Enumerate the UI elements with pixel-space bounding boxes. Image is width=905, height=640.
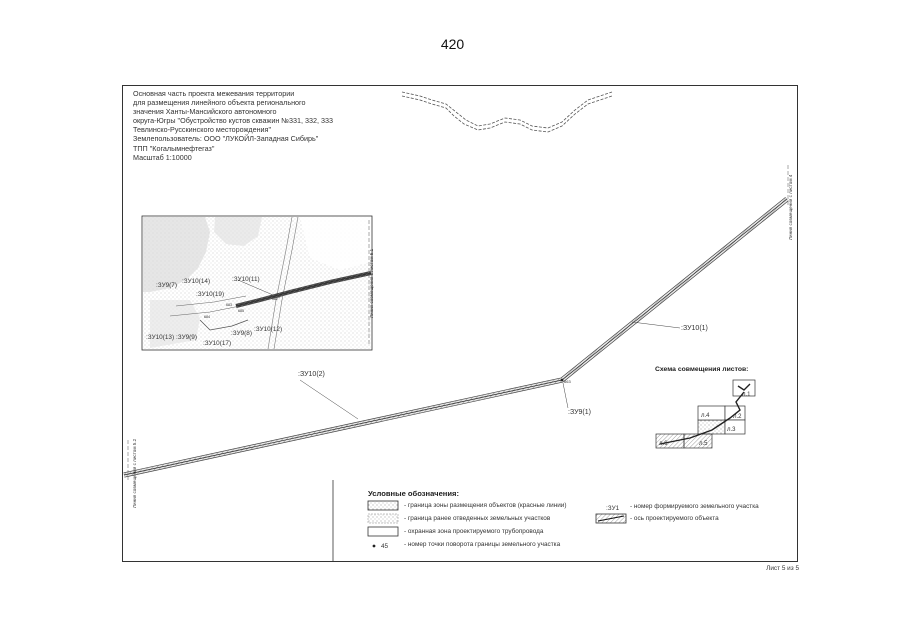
turn-point-label: 684 [204,315,210,319]
title-line: Тевлинско-Русскинского месторождения" [133,125,272,135]
sheet-boundary-inset: Линия совмещения с листом 5.1 [369,248,374,318]
river [402,92,612,132]
turn-point-label: 683 [226,303,232,307]
scheme-title: Схема совмещения листов: [655,366,749,373]
scheme-sheet-label: л.4 [701,413,710,419]
title-line: округа-Югры "Обустройство кустов скважин №331, 332, 333 [133,116,333,126]
turn-point-label: 685 [238,309,244,313]
legend-item: - ось проектируемого объекта [630,515,719,522]
title-line: значения Ханты-Мансийского автономного [133,107,277,117]
scale-line: Масштаб 1:10000 [133,152,192,162]
legend-item: - охранная зона проектируемого трубопровода [404,528,544,535]
sheet-counter: Лист 5 из 5 [766,565,799,572]
parcel-label: :ЗУ9(7) [156,282,177,289]
legend-title: Условные обозначения: [368,489,460,498]
scheme-sheet-label: л.5 [699,441,708,447]
legend-item: - номер точки поворота границы земельного участка [404,541,561,548]
scheme-sheet-label: л.6 [659,441,668,447]
turn-point-label: 663 [564,379,571,384]
legend-item: - граница зоны размещения объектов (красные линии) [404,502,567,509]
sheet-scheme [656,380,755,448]
parcel-label: :ЗУ10(1) [681,325,708,332]
parcel-label: :ЗУ10(19) [196,291,225,298]
legend-point-example: 45 [381,543,389,550]
parcel-label: :ЗУ10(11) [232,276,260,283]
page-number: 420 [440,36,465,52]
parcel-label: :ЗУ9(1) [568,409,591,416]
parcel-label: :ЗУ9(9) [176,334,197,341]
parcel-label: :ЗУ10(14) [182,278,211,285]
sheet-boundary-right: Линия совмещения с листом 4 [788,174,793,240]
scheme-sheet-label: л.2 [733,414,742,420]
scheme-sheet-label: л.1 [742,392,751,398]
legend-item: - граница ранее отведенных земельных участков [404,515,551,522]
legend-zu-example: :ЗУ1 [606,505,620,512]
legend-item: - номер формируемого земельного участка [630,503,759,510]
title-line: Основная часть проекта межевания территории [133,89,295,98]
turn-point-label: 682 [272,297,278,301]
parcel-label: :ЗУ10(13) [146,334,175,341]
parcel-label: :ЗУ10(17) [203,340,232,347]
scheme-sheet-label: л.3 [727,427,736,433]
parcel-label: :ЗУ10(2) [298,371,325,378]
land-user-line: Землепользователь: ООО "ЛУКОЙЛ-Западная Сибирь" [133,134,319,144]
parcel-label: :ЗУ10(12) [254,326,283,333]
sheet-boundary-left: Линия совмещения с листом 5.2 [132,438,137,508]
parcel-label: :ЗУ9(8) [231,330,252,337]
tpp-line: ТПП "Когалымнефтегаз" [133,143,215,153]
title-line: для размещения линейного объекта регионального [133,98,306,108]
